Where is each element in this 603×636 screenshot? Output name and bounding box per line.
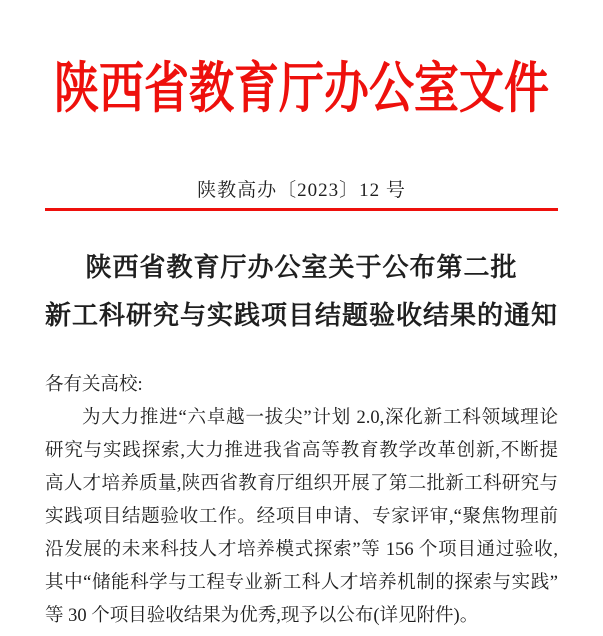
letterhead-title: 陕西省教育厅办公室文件	[53, 58, 549, 120]
body-line: 高人才培养质量,陕西省教育厅组织开展了第二批新工科研究与	[45, 474, 558, 494]
salutation: 各有关高校:	[45, 375, 143, 395]
red-divider-line	[45, 208, 558, 211]
body-line: 等 30 个项目验收结果为优秀,现予以公布(详见附件)。	[45, 606, 479, 626]
body-line: 沿发展的未来科技人才培养模式探索”等 156 个项目通过验收,	[45, 540, 558, 560]
notice-body	[45, 369, 558, 633]
notice-title-line1: 陕西省教育厅办公室关于公布第二批	[85, 253, 518, 282]
body-line: 为大力推进“六卓越一拔尖”计划 2.0,深化新工科领域理论	[82, 408, 558, 428]
body-line: 其中“储能科学与工程专业新工科人才培养机制的探索与实践”	[45, 573, 558, 593]
notice-title-line2: 新工科研究与实践项目结题验收结果的通知	[44, 301, 558, 330]
body-line: 研究与实践探索,大力推进我省高等教育教学改革创新,不断提	[45, 441, 558, 461]
body-line: 实践项目结题验收工作。经项目申请、专家评审,“聚焦物理前	[45, 507, 558, 527]
notice-title	[0, 244, 603, 340]
document-number: 陕教高办〔2023〕12 号	[197, 180, 406, 201]
